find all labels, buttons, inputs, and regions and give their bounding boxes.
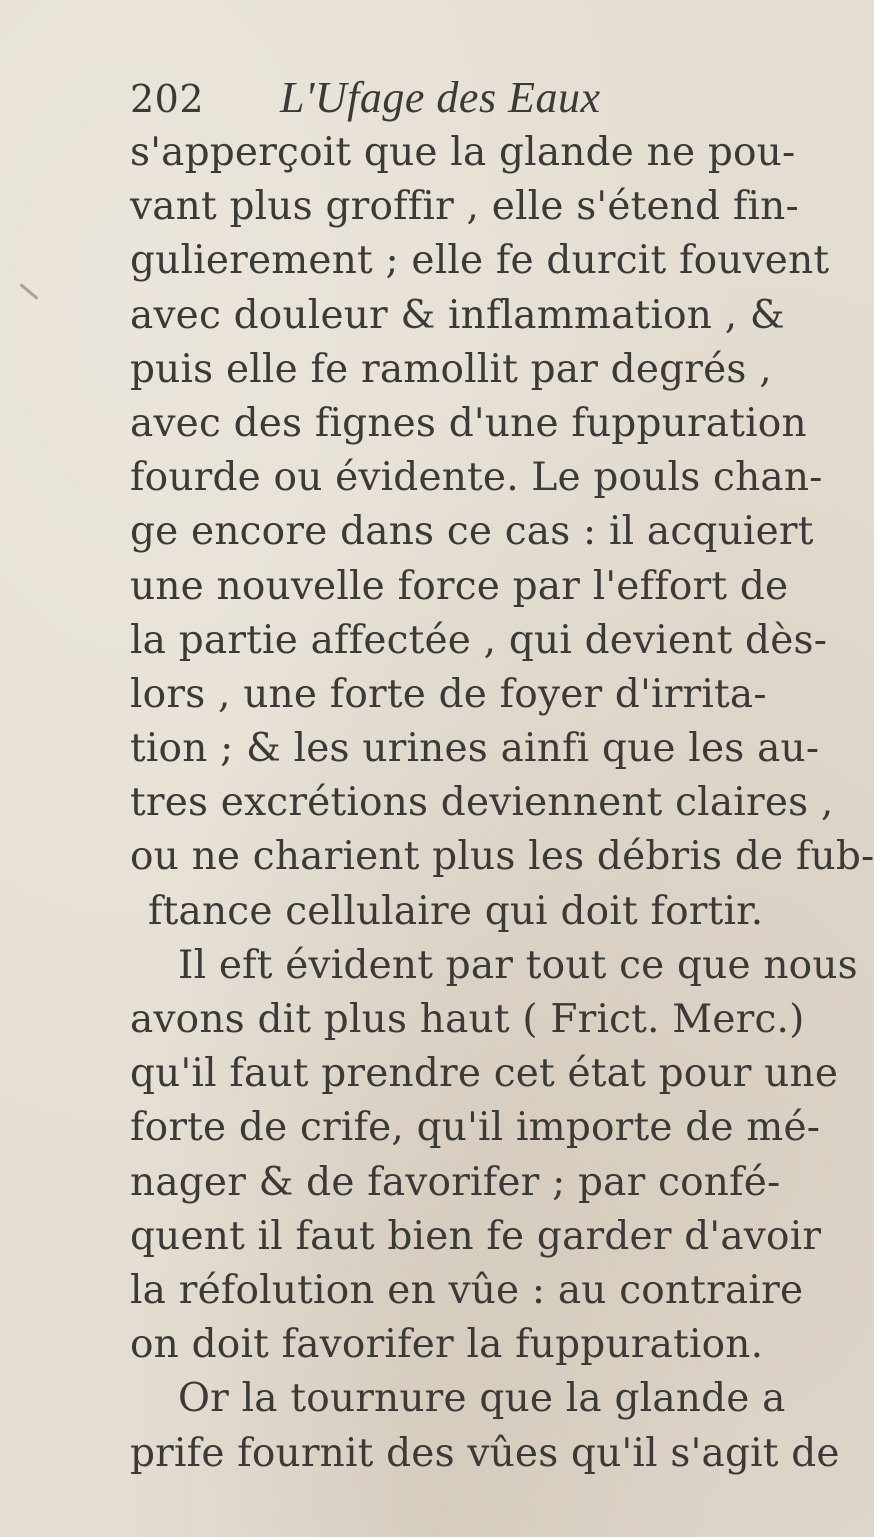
running-title: L'Ufage des Eaux [280,73,601,122]
text-line: ge encore dans ce cas : il acquiert [130,509,814,555]
text-line: on doit favorifer la fuppuration. [130,1322,764,1368]
text-line: tres excrétions deviennent claires , [130,780,834,826]
text-line: prife fournit des vûes qu'il s'agit de [130,1430,840,1476]
body-text [130,126,874,1481]
text-line: tion ; & les urines ainfi que les au- [130,726,820,772]
text-line: ftance cellulaire qui doit fortir. [148,888,764,934]
paragraph-start-line: Or la tournure que la glande a [178,1376,786,1422]
text-line: ou ne charient plus les débris de fub- [130,834,874,880]
text-line: fourde ou évidente. Le pouls chan- [130,455,823,501]
text-line: avec douleur & inflammation , & [130,292,785,338]
text-line: quent il faut bien fe garder d'avoir [130,1213,822,1259]
text-line: avec des fignes d'une fuppuration [130,400,807,446]
page-header [130,72,600,128]
text-line: qu'il faut prendre cet état pour une [130,1051,839,1097]
text-line: la partie affectée , qui devient dès- [130,617,828,663]
text-line: forte de crife, qu'il importe de mé- [130,1105,821,1151]
margin-stroke [20,283,39,299]
text-line: avons dit plus haut ( Frict. Merc.) [130,997,805,1042]
text-line: nager & de favorifer ; par confé- [130,1159,781,1205]
text-line: gulierement ; elle fe durcit fouvent [130,238,830,284]
text-line: puis elle fe ramollit par degrés , [130,346,772,392]
text-line: vant plus groffir , elle s'étend fin- [130,184,799,230]
text-line: lors , une forte de foyer d'irrita- [130,671,767,717]
paragraph-start-line: Il eft évident par tout ce que nous [178,942,858,988]
text-line: s'apperçoit que la glande ne pou- [130,130,796,175]
text-line: une nouvelle force par l'effort de [130,563,789,609]
text-line: la réfolution en vûe : au contraire [130,1267,804,1313]
page-number: 202 [130,77,205,121]
